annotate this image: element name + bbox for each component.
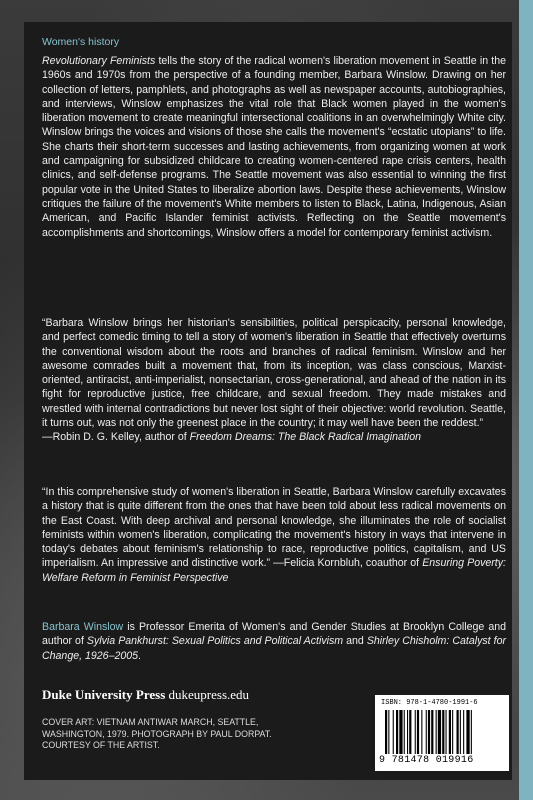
bio-book-2: Shirley Chisholm: Catalyst for Change, 1926–2005 [42, 635, 506, 662]
barcode-bar [385, 710, 387, 754]
blurb-attribution: —Robin D. G. Kelley, author of [42, 431, 190, 444]
barcode-bar [393, 710, 394, 754]
barcode-image [385, 710, 501, 754]
barcode-bar [396, 710, 398, 754]
barcode-bar [399, 710, 402, 754]
publisher-site: dukeupress.edu [168, 687, 250, 702]
barcode-bar [452, 710, 453, 754]
cover-art-credit: COVER ART: VIETNAM ANTIWAR MARCH, SEATTLE, WASHINGTON, 1979. PHOTOGRAPH BY PAUL DORPAT. COURTESY OF THE ARTIST. [42, 717, 272, 750]
blurb-kornbluh [42, 485, 506, 585]
barcode-number: 9 781478 019916 [379, 755, 474, 766]
barcode-bar [409, 710, 411, 754]
barcode-bar [388, 710, 389, 754]
blurb-attribution: —Felicia Kornbluh, coauthor of [270, 557, 423, 570]
book-description [42, 54, 506, 240]
blurb-work: Ensuring Poverty: Welfare Reform in Feminist Perspective [42, 557, 506, 584]
teal-spine-strip [519, 0, 533, 800]
barcode-bar [449, 710, 451, 754]
barcode-bar [421, 710, 422, 754]
blurb-work: Freedom Dreams: The Black Radical Imagination [189, 431, 421, 444]
barcode-bar [407, 710, 408, 754]
barcode-bar [463, 710, 464, 754]
barcode-bar [460, 710, 461, 754]
barcode-bar [438, 710, 441, 754]
bio-text: is Professor Emerita of Women's and Gender Studies at Brooklyn College and author of [42, 621, 506, 648]
category-label: Women's history [42, 36, 120, 48]
description-body: tells the story of the radical women's liberation movement in Seattle in the 1960s and 1970s from the perspective of a founding member, Barbara Winslow. Drawing on her collection of letters, pamphlets, and photographs as well as newspaper accounts, autobiographies, and interviews, Winslow emphasizes the vital role that Black women played in the women's liberation movement to create meaningful intersectional coalitions in an overwhelmingly White city. Winslow brings the voices and visions of those she calls the movement's “ecstatic utopians” to life. She charts their short-term successes and lasting achievements, from organizing women at work and campaigning for subsidized childcare to creating women-centered rape crisis centers, health clinics, and self-defense programs. The Seattle movement was also essential to winning the first popular vote in the United States to liberalize abortion laws. Despite these achievements, Winslow critiques the failure of the movement's White members to listen to Black, Latina, Indigenous, Asian American, and Pacific Islander feminist activists. Reflecting on the Seattle movement's accomplishments and shortcomings, Winslow offers a model for contemporary feminist activism. [42, 55, 506, 239]
author-bio [42, 620, 506, 663]
bio-book-1: Sylvia Pankhurst: Sexual Politics and Political Activism [86, 635, 344, 648]
bio-text: . [138, 649, 141, 662]
publisher-name: Duke University Press [42, 687, 166, 702]
barcode-bar [415, 710, 416, 754]
blurb-kelley [42, 316, 506, 445]
barcode-bar [417, 710, 419, 754]
barcode-box [375, 695, 509, 771]
barcode-bar [426, 710, 427, 754]
barcode-bar [442, 710, 444, 754]
barcode-bar [471, 710, 472, 754]
blurb-text: “In this comprehensive study of women's liberation in Seattle, Barbara Winslow carefully excavates a history that is quite different from the ones that have been told about less radical movements on the East Coast. With deep archival and personal knowledge, she illuminates the role of socialist feminists within women's liberation, complicating the movement's history in ways that intervene in today's debates about feminism's relationship to race, reproductive politics, capitalism, and US imperialism. An impressive and distinctive work.” [42, 486, 506, 570]
author-name: Barbara Winslow [42, 621, 124, 633]
blurb-text: “Barbara Winslow brings her historian's sensibilities, political perspicacity, personal knowledge, and perfect comedic timing to tell a story of women's liberation in Seattle that effectively overturns the conventional wisdom about the roots and branches of radical feminism. Winslow and her awesome comrades built a movement that, from its inception, was class conscious, Marxist-oriented, antiracist, anti-imperialist, nonsectarian, cross-generational, and ahead of the nation in its fight for reproductive justice, free childcare, and sexual freedom. They made mistakes and wrestled with internal contradictions but never lost sight of their objective: world revolution. Seattle, it turns out, was not only the greenest place in the country; it may well have been the reddest.” [42, 317, 506, 430]
bio-text: and [343, 635, 367, 648]
barcode-bar [404, 710, 405, 754]
isbn-label: ISBN: 978-1-4780-1991-6 [381, 699, 478, 707]
barcode-bar [466, 710, 469, 754]
barcode-bar [428, 710, 430, 754]
barcode-bar [431, 710, 433, 754]
barcode-bar [446, 710, 447, 754]
barcode-bar [436, 710, 437, 754]
book-title: Revolutionary Feminists [42, 55, 156, 67]
barcode-bar [457, 710, 459, 754]
publisher-line [42, 687, 249, 703]
